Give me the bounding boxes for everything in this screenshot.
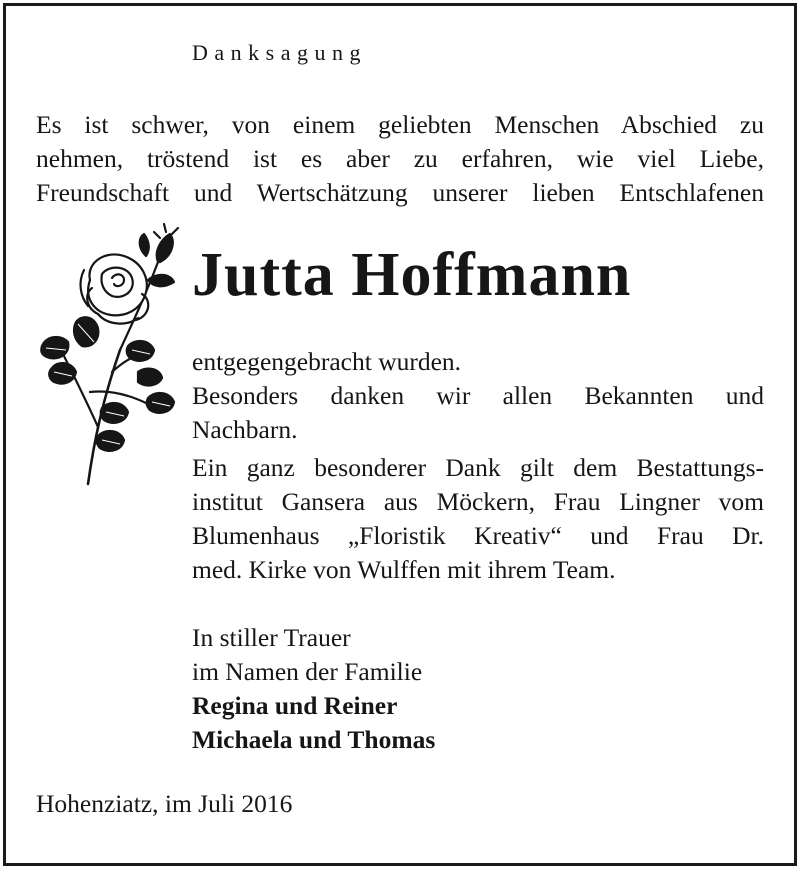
intro-line: Es ist schwer, von einem geliebten Menschen Abschied zu: [36, 110, 764, 139]
heading: Danksagung: [192, 40, 367, 65]
thanks-line: institut Gansera aus Möckern, Frau Lingner vom: [192, 487, 764, 516]
intro-line: nehmen, tröstend ist es aber zu erfahren, wie viel Liebe,: [36, 144, 764, 173]
thanks-line: Nachbarn.: [192, 415, 298, 444]
thanks-line: Ein ganz besonderer Dank gilt dem Bestattungs-: [192, 453, 764, 482]
signer-name: Regina und Reiner: [192, 691, 398, 720]
intro-line: Freundschaft und Wertschätzung unserer lieben Entschlafenen: [36, 178, 764, 207]
mourning-line: In stiller Trauer: [192, 623, 351, 652]
thanks-line: Blumenhaus „Floristik Kreativ“ und Frau Dr.: [192, 521, 764, 550]
thanks-line: med. Kirke von Wulffen mit ihrem Team.: [192, 555, 616, 584]
deceased-name: Jutta Hoffmann: [192, 241, 632, 309]
signer-name: Michaela und Thomas: [192, 725, 436, 754]
place-date: Hohenziatz, im Juli 2016: [36, 789, 293, 818]
rose-illustration: [28, 222, 193, 490]
after-name-line: entgegengebracht wurden.: [192, 347, 462, 376]
family-line: im Namen der Familie: [192, 657, 423, 686]
thanks-line: Besonders danken wir allen Bekannten und: [192, 381, 764, 410]
